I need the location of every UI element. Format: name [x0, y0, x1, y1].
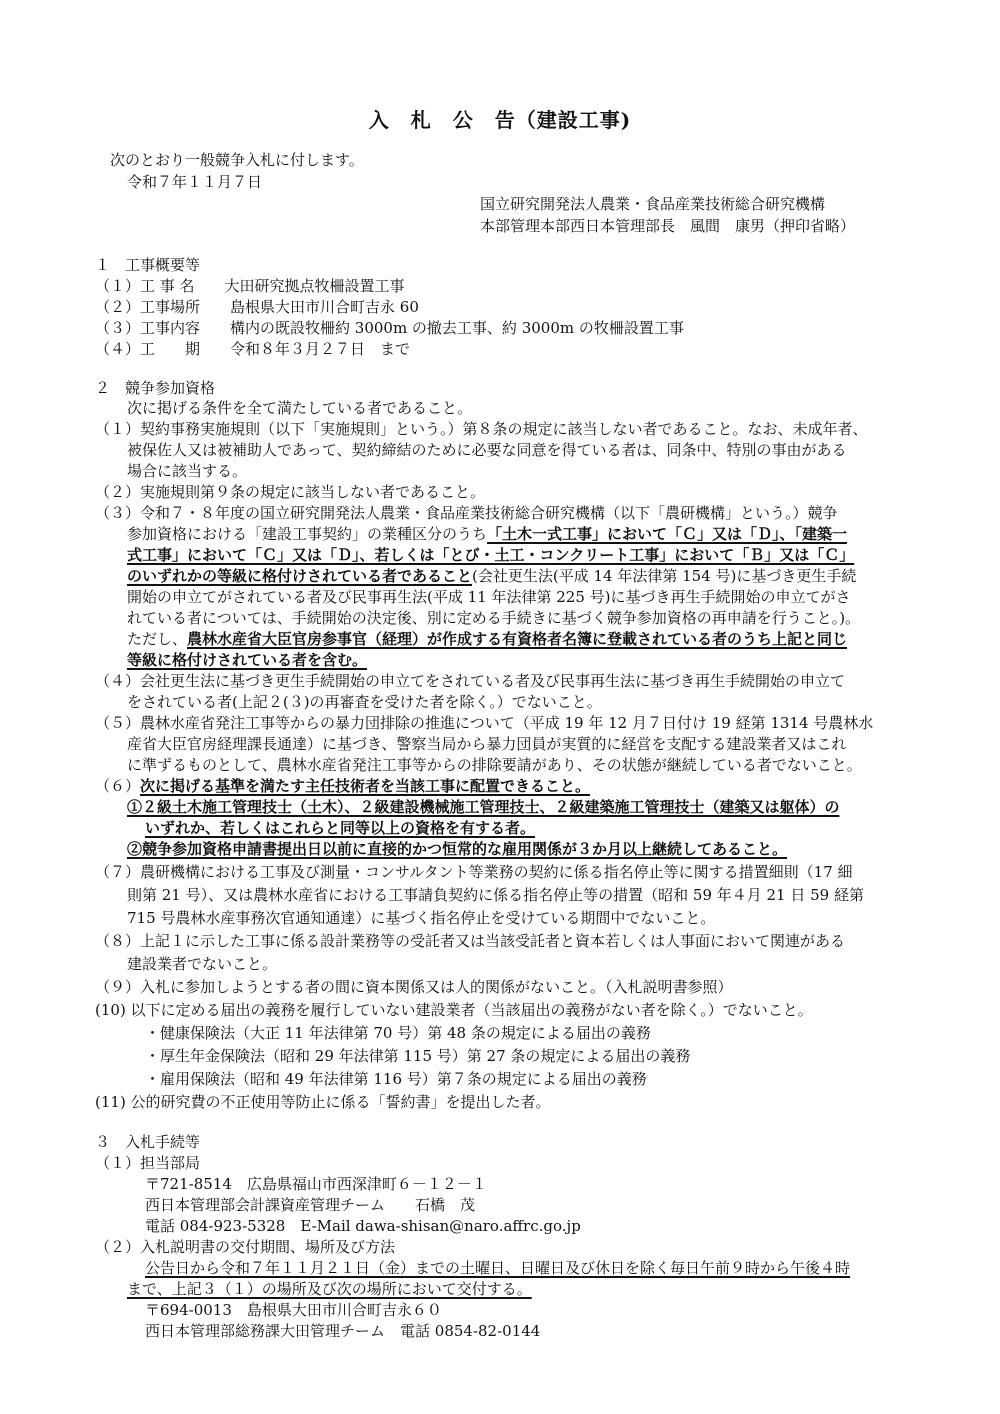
s2-i2: （２）実施規則第９条の規定に該当しない者であること。 [95, 483, 486, 501]
s3-i2-address: 〒694-0013 島根県大田市川合町吉永６０ [145, 1301, 442, 1319]
s2-i10-bullet-3: ・雇用保険法（昭和 49 年法律第 116 号）第７条の規定による届出の義務 [145, 1070, 647, 1088]
s2-i6-line4: ②競争参加資格申請書提出日以前に直接的かつ恒常的な雇用関係が３か月以上継続してあること。 [127, 840, 788, 858]
s2-i6-line3: いずれか、若しくはこれらと同等以上の資格を有する者。 [145, 819, 536, 837]
s1-item-location: （２）工事場所 島根県大田市川合町吉永 60 [95, 298, 419, 316]
s3-i2-team: 西日本管理部総務課大田管理チーム 電話 0854-82-0144 [145, 1322, 541, 1340]
s2-i7-line2: 則第 21 号）、又は農林水産省における工事請負契約に係る指名停止等の措置（昭和 59 年４月 21 日 59 経第 [127, 886, 864, 904]
issuer-official: 本部管理本部西日本管理部長 風間 康男（押印省略） [480, 217, 856, 235]
s2-i1-line1: （１）契約事務実施規則（以下「実施規則」という。）第８条の規定に該当しない者であること。なお、未成年者、 [95, 420, 868, 438]
notice-date: 令和７年１１月７日 [127, 173, 263, 191]
s3-i1-team: 西日本管理部会計課資産管理チーム 石橋 茂 [145, 1196, 476, 1214]
s2-i5-line1: （５）農林水産省発注工事等からの暴力団排除の推進について（平成 19 年 12 月７日付け 19 経第 1314 号農林水 [95, 714, 874, 732]
s2-i8-line2: 建設業者でないこと。 [127, 955, 278, 973]
s2-i3-line8: 等級に格付けされている者を含む。 [127, 651, 368, 669]
s2-i3-line4-plain: (会社更生法(平成 14 年法律第 154 号)に基づき更生手続 [472, 567, 857, 585]
s2-i8-line1: （８）上記１に示した工事に係る設計業務等の受託者又は当該受託者と資本若しくは人事面において関連がある [95, 932, 846, 950]
s2-i10-bullet-2: ・厚生年金保険法（昭和 29 年法律第 115 号）第 27 条の規定による届出の義務 [145, 1047, 691, 1065]
s2-i6-line2: ①２級土木施工管理技士（土木）、２級建設機械施工管理技士、２級建築施工管理技士（建築又は躯体）の [127, 798, 840, 816]
section-3-heading: ３ 入札手続等 [95, 1133, 201, 1151]
intro-line: 次のとおり一般競争入札に付します。 [110, 151, 364, 169]
s2-i1-line2: 被保佐人又は被補助人であって、契約締結のために必要な同意を得ている者は、同条中、特別の事由がある [127, 441, 847, 459]
s2-i6-head: （６） [95, 777, 141, 795]
issuer-organization: 国立研究開発法人農業・食品産業技術総合研究機構 [480, 195, 826, 213]
s2-i3-line4 [127, 566, 856, 587]
s2-i7-line1: （７）農研機構における工事及び測量・コンサルタント等業務の契約に係る指名停止等に関する措置細則（17 細 [95, 863, 853, 881]
s1-item-content: （３）工事内容 構内の既設牧柵約 3000m の撤去工事、約 3000m の牧柵設置工事 [95, 319, 684, 337]
s2-i9: （９）入札に参加しようとする者の間に資本関係又は人的関係がないこと。（入札説明書参照） [95, 978, 733, 996]
s2-i10: (10) 以下に定める届出の義務を履行していない建設業者（当該届出の義務がない者を除く。）でないこと。 [95, 1001, 813, 1019]
s2-i6-line1 [95, 776, 590, 797]
s2-i3-line2-plain: 参加資格における「建設工事契約」の業種区分のうち [127, 525, 488, 543]
s2-i4-line2: をされている者(上記２(３)の再審査を受けた者を除く。）でないこと。 [127, 693, 602, 711]
s1-item-name: （１）工 事 名 大田研究拠点牧柵設置工事 [95, 277, 405, 295]
page-title: 入 札 公 告（建設工事) [368, 108, 632, 132]
s2-i4-line1: （４）会社更生法に基づき更生手続開始の申立てをされている者及び民事再生法に基づき再生手続開始の申立て [95, 672, 846, 690]
s3-i1-address: 〒721-8514 広島県福山市西深津町６－１２－１ [145, 1175, 487, 1193]
s3-i1-head: （１）担当部局 [95, 1154, 201, 1172]
s3-i2-line1: 公告日から令和７年１１月２１日（金）までの土曜日、日曜日及び休日を除く毎日午前９時から午後４時 [145, 1259, 851, 1277]
section-1-heading: １ 工事概要等 [95, 256, 201, 274]
s2-i11: (11) 公的研究費の不正使用等防止に係る「誓約書」を提出した者。 [95, 1093, 551, 1111]
s3-i2-line2: まで、上記３（１）の場所及び次の場所において交付する。 [127, 1280, 532, 1298]
s2-lead: 次に掲げる条件を全て満たしている者であること。 [127, 399, 473, 417]
s2-i3-line4-emph: のいずれかの等級に格付けされている者であること [127, 567, 473, 585]
s2-i3-line7 [127, 629, 847, 650]
s2-i6-line1-emph: 次に掲げる基準を満たす主任技術者を当該工事に配置できること。 [140, 777, 591, 795]
s3-i2-head: （２）入札説明書の交付期間、場所及び方法 [95, 1238, 396, 1256]
s2-i7-line3: 715 号農林水産事務次官通知通達）に基づく指名停止を受けている期間中でないこと。 [127, 909, 716, 927]
section-2-heading: ２ 競争参加資格 [95, 379, 216, 397]
s1-item-period: （４）工 期 令和８年３月２７日 まで [95, 340, 411, 358]
s2-i3-line7-plain: ただし、 [127, 630, 188, 648]
s2-i3-line2-emph: 「土木一式工事」において「Ｃ」又は「Ｄ」、「建築一 [487, 525, 848, 543]
s2-i3-line7-emph: 農林水産省大臣官房参事官（経理）が作成する有資格者名簿に登載されている者のうち上記と同じ [187, 630, 848, 648]
s2-i3-line6: れている者については、手続開始の決定後、別に定める手続きに基づく競争参加資格の再申請を行うこと。)。 [127, 609, 861, 627]
s2-i3-line2 [127, 524, 847, 545]
s2-i10-bullet-1: ・健康保険法（大正 11 年法律第 70 号）第 48 条の規定による届出の義務 [145, 1024, 651, 1042]
s2-i1-line3: 場合に該当する。 [127, 462, 248, 480]
s2-i5-line2: 産省大臣官房経理課長通達）に基づき、警察当局から暴力団員が実質的に経営を支配する建設業者又はこれ [127, 735, 847, 753]
s3-i1-contact: 電話 084-923-5328 E-Mail dawa-shisan@naro.affrc.go.jp [145, 1217, 581, 1235]
s2-i3-line5: 開始の申立てがされている者及び民事再生法(平成 11 年法律第 225 号)に基づき再生手続開始の申立てがさ [127, 588, 851, 606]
s2-i3-line3: 式工事」において「Ｃ」又は「Ｄ」、若しくは「とび・土工・コンクリート工事」において「Ｂ」又は「Ｃ」 [127, 546, 855, 564]
s2-i5-line3: に準ずるものとして、農林水産省発注工事等からの排除要請があり、その状態が継続している者でないこと。 [127, 756, 862, 774]
s2-i3-line1: （３）令和７・８年度の国立研究開発法人農業・食品産業技術総合研究機構（以下「農研機構」という。）競争 [95, 504, 838, 522]
